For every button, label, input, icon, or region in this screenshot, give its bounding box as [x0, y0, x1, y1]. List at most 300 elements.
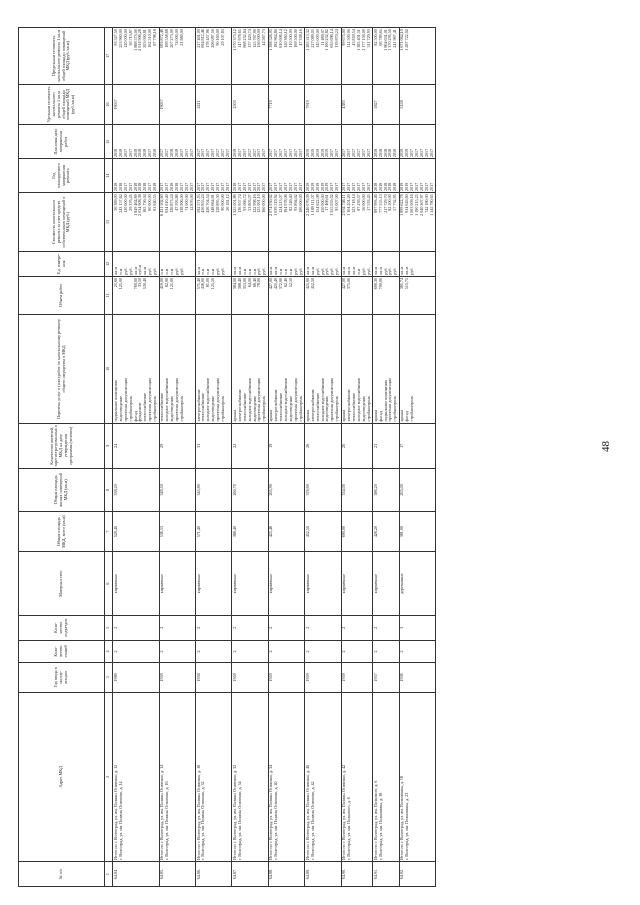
volume-cell-line: 427,00	[341, 277, 347, 290]
unit-cell-line: руб.	[292, 267, 298, 275]
limit-cost-cell-line: 21 880,00	[178, 29, 184, 46]
year-plan-cell	[373, 159, 400, 193]
works-cell-line: проектная документация	[387, 378, 393, 422]
volume-cell-line: 436,00	[200, 277, 206, 290]
year-plan-cell-line: 2017	[215, 182, 221, 191]
unit-cost-cell: 7719	[268, 84, 304, 125]
year-plan-cell-line: 2018	[132, 182, 138, 191]
year-plan-cell-line: 2017	[419, 182, 425, 191]
entrances-cell: 2	[373, 615, 400, 640]
year-plan-cell-line: 2017	[220, 182, 226, 191]
cost-cell-line: 1 104 201,26	[346, 194, 352, 216]
column-header: Удельная стоимость капитального ремонта 1 кв.м общей площади помещений МКД (руб./кв.м)	[19, 84, 105, 125]
year-plan-cell-line: 2019	[304, 182, 310, 191]
cost-cell-line: 154 622,08	[314, 194, 320, 213]
works-cell-line: фасад	[377, 411, 383, 422]
unit-cost-cell: 7919	[305, 84, 341, 125]
volume-cell-line: 425,40	[273, 277, 279, 290]
unit-cell-line: п.м	[117, 268, 123, 275]
works-cell-line: теплоснабжение	[314, 392, 320, 422]
year-plan-cell-line: 2017	[183, 182, 189, 191]
date-plan-cell-line: 2017	[164, 148, 170, 158]
unit-cell-line: кв.м	[273, 267, 279, 275]
date-plan-cell-line: 2017	[147, 148, 153, 158]
works-cell-line: теплоснабжение	[278, 392, 284, 422]
year-cell: 1959	[159, 663, 195, 692]
unit-cell-line: руб.	[360, 267, 366, 275]
residents-cell: 24	[113, 423, 159, 468]
column-number: 5	[105, 615, 113, 640]
address-cell	[113, 692, 159, 862]
address-line: г. Волгоград, ул. им. Полковника, д. 18	[377, 792, 383, 860]
unit-cell-line: кв.м	[232, 267, 238, 275]
cost-cell	[159, 193, 195, 252]
year-plan-cell-line: 2017	[273, 182, 279, 191]
cost-cell-line: 138 906,00	[178, 194, 184, 213]
works-cell	[399, 315, 435, 424]
cost-cell-line: 1 145 780,65	[428, 194, 434, 216]
limit-cost-cell	[268, 28, 304, 85]
cost-cell-line: 2 034 908,38	[137, 194, 143, 216]
year-plan-cell-line: 2017	[210, 182, 216, 191]
limit-cost-cell-line: 120 000,00	[122, 29, 128, 48]
limit-cost-cell-line: 694 812,46	[200, 29, 206, 48]
residents-cell: 26	[305, 423, 341, 468]
limit-cost-cell-line: 47 338,16	[297, 29, 303, 46]
date-plan-cell-line: 2018	[392, 148, 398, 158]
date-plan-cell-line: 2017	[188, 148, 194, 158]
date-plan-cell	[113, 125, 159, 159]
unit-cell-line: кв.м	[377, 267, 383, 275]
year-plan-cell-line: 2017	[278, 182, 284, 191]
unit-cell	[305, 251, 341, 276]
volume-cell-line	[262, 278, 267, 313]
cost-cell-line: 914 643,60	[404, 194, 410, 213]
works-cell-line: стройконтроль	[178, 395, 184, 422]
material-cell: кирпичные	[305, 552, 341, 615]
cost-cell-line: 1 325 001,86	[232, 194, 238, 216]
works-cell-line: проектная документация	[122, 378, 128, 422]
date-plan-cell-line: 2017	[220, 148, 226, 158]
cost-cell-line: 26 181,12	[224, 194, 230, 211]
volume-cell-line: 81,00	[205, 277, 211, 288]
date-plan-cell-line: 2017	[419, 148, 425, 158]
row-number: 64.87.	[232, 862, 268, 887]
year-plan-cell-line: 2017	[409, 182, 415, 191]
works-cell-line: теплоснабжение	[241, 392, 247, 422]
cost-cell-line: 2 040 307,97	[419, 194, 425, 216]
date-plan-cell-line: 2018	[382, 148, 388, 158]
unit-cell-line: руб.	[152, 267, 158, 275]
cost-cell-line: 124 213,07	[278, 194, 284, 213]
volume-cell-line: 353,00	[241, 277, 247, 290]
page-number: 48	[600, 441, 612, 452]
works-cell-line: стройконтроль	[261, 395, 267, 422]
volume-cell-line: 388,40	[236, 277, 242, 290]
area-total-cell: 425,46	[268, 511, 304, 552]
volume-cell-line: 33,50	[137, 277, 143, 288]
year-cell: 1989	[113, 663, 159, 692]
year-plan-cell-line: 2017	[329, 182, 335, 191]
unit-cell-line: п.м	[283, 268, 289, 275]
floors-cell: 2	[305, 640, 341, 663]
year-plan-cell-line: 2018	[112, 182, 118, 191]
entrances-cell: 2	[196, 615, 232, 640]
address-line: г. Волгоград, ул. им. Полины Осипенко, д. 40	[273, 781, 279, 860]
limit-cost-cell-line: 668 232,84	[241, 29, 247, 48]
limit-cost-cell-line: 253 960,00	[117, 29, 123, 48]
limit-cost-cell-line: 1 100 232,82	[324, 29, 330, 51]
column-number: 2	[105, 692, 113, 862]
address-line: Итого по г. Волгоград, ул. им. Полины Осипенко, д. 42	[341, 764, 347, 860]
year-plan-cell	[196, 159, 232, 193]
volume-cell-line: 427,00	[268, 277, 274, 290]
year-plan-cell-line: 2017	[159, 182, 165, 191]
cost-cell-line: 95 007,00	[334, 194, 340, 211]
limit-cost-cell-line: 66 789,65	[377, 29, 383, 46]
limit-cost-cell-line: 1 671 062,10	[399, 29, 405, 51]
cost-cell-line: 60 000,00	[147, 194, 153, 211]
cost-cell-line: 634 610,40	[164, 194, 170, 213]
volume-cell-line: 571,40	[195, 277, 201, 290]
unit-cell-line: п.м	[200, 268, 206, 275]
unit-cell-line: п.м	[251, 268, 257, 275]
works-cell-line: водоотведение	[288, 395, 293, 422]
date-plan-cell-line: 2017	[273, 148, 279, 158]
works-cell	[373, 315, 400, 424]
works-cell-line: крыша	[372, 409, 378, 422]
unit-cell-line: руб.	[261, 267, 267, 275]
limit-cost-cell-line: 56 713,87	[127, 29, 133, 46]
date-plan-cell-line: 2017	[261, 148, 267, 158]
date-plan-cell	[159, 125, 195, 159]
residents-cell: 29	[159, 423, 195, 468]
rotated-table-container	[18, 27, 622, 887]
column-number: 15	[105, 125, 113, 159]
date-plan-cell-line: 2017	[283, 148, 289, 158]
limit-cost-cell-line: 169 500,00	[292, 29, 298, 48]
volume-cell-line: 515,75	[404, 277, 410, 290]
material-cell: кирпичные	[196, 552, 232, 615]
row-number: 64.88.	[268, 862, 304, 887]
year-plan-cell	[268, 159, 304, 193]
volume-cell-line: 425,00	[304, 277, 310, 290]
volume-cell-line	[335, 278, 340, 313]
unit-cell	[399, 251, 435, 276]
column-number: 8	[105, 468, 113, 511]
address-cell	[268, 692, 304, 862]
limit-cost-cell-line: 43 859,54	[351, 29, 357, 46]
cost-cell-line: 165 736,04	[142, 194, 148, 213]
limit-cost-cell-line: 1 398 526,05	[268, 29, 274, 51]
unit-cell	[373, 251, 400, 276]
works-cell-line: водоотведение	[210, 395, 216, 422]
entrances-cell: 2	[268, 615, 304, 640]
unit-cell-line: куб.м	[137, 264, 143, 275]
floors-cell: 2	[159, 640, 195, 663]
address-line: Итого по г. Волгоград, ул. им. Полины Осипенко, д. 34	[268, 764, 274, 860]
date-plan-cell-line: 2019	[309, 148, 315, 158]
floors-cell: 2	[113, 640, 159, 663]
address-line: Итого по г. Волгоград, ул. им. Полины Осипенко, д. 14	[159, 764, 165, 860]
year-plan-cell-line: 2017	[127, 182, 133, 191]
limit-cost-cell	[232, 28, 268, 85]
unit-cell-line: руб.	[319, 267, 325, 275]
cost-cell	[341, 193, 373, 252]
limit-cost-cell-line: 1 265 313,32	[304, 29, 310, 51]
unit-cell-line: кв.м	[112, 267, 118, 275]
cost-cell-line: 56 389,00	[112, 194, 118, 211]
date-plan-cell-line: 2017	[409, 148, 415, 158]
date-plan-cell	[232, 125, 268, 159]
works-cell-line: холодное водоснабжение	[319, 377, 325, 422]
unit-cell-line: п.м	[278, 268, 284, 275]
volume-cell-line: 125,50	[210, 277, 216, 290]
date-plan-cell-line: 2017	[205, 148, 211, 158]
unit-cell-line: п.м	[159, 268, 165, 275]
year-plan-cell-line: 2017	[256, 182, 262, 191]
year-plan-cell-line: 2019	[324, 182, 330, 191]
column-header: Коли-чество этажей	[19, 640, 105, 663]
table-row	[232, 28, 268, 887]
unit-cell-line: кв.м	[346, 267, 352, 275]
cost-cell-line: 90 000,00	[220, 194, 226, 211]
limit-cost-cell-line: 2 014 906,28	[137, 29, 143, 51]
unit-cell-line: руб.	[147, 267, 153, 275]
area-living-cell: 260,70	[232, 468, 268, 511]
residents-cell: 31	[196, 423, 232, 468]
table-row	[159, 28, 195, 887]
address-line: Итого по г. Волгоград, ул. им. Полины Осипенко, д. 16	[195, 764, 201, 860]
volume-cell-line: 64,00	[246, 277, 252, 288]
year-plan-cell-line: 2017	[351, 182, 357, 191]
year-plan-cell-line: 2018	[142, 182, 148, 191]
year-plan-cell-line: 2017	[205, 182, 211, 191]
date-plan-cell-line: 2017	[159, 148, 165, 158]
material-cell: деревянные	[399, 552, 435, 615]
date-plan-cell-line: 2018	[137, 148, 143, 158]
limit-cost-cell-line: 610 606,14	[278, 29, 284, 48]
date-plan-cell	[305, 125, 341, 159]
unit-cell-line: п.м	[246, 268, 252, 275]
unit-cell-line: руб.	[173, 267, 179, 275]
cost-cell-line: 456 704,54	[205, 194, 211, 213]
year-plan-cell-line: 2017	[297, 182, 303, 191]
year-plan-cell-line: 2019	[309, 182, 315, 191]
date-plan-cell-line: 2017	[246, 148, 252, 158]
entrances-cell: 2	[159, 615, 195, 640]
date-plan-cell-line: 2019	[404, 148, 410, 158]
limit-cost-cell	[113, 28, 159, 85]
limit-cost-cell-line: 217 401,09	[195, 29, 201, 48]
works-cell-line: холодное водоснабжение	[164, 377, 170, 422]
year-cell: 1959	[305, 663, 341, 692]
year-plan-cell-line: 2017	[261, 182, 267, 191]
limit-cost-cell-line: 1 864 631,01	[382, 29, 388, 51]
cost-cell	[305, 193, 341, 252]
entrances-cell: 2	[305, 615, 341, 640]
unit-cost-cell: 19057	[113, 84, 159, 125]
date-plan-cell-line: 2017	[334, 148, 340, 158]
works-cell-line: водоотведение	[324, 395, 330, 422]
works-cell-line: проектная документация	[292, 378, 298, 422]
address-line: Итого по г. Волгоград, ул. им. Полины Осипенко, д. 32	[232, 764, 238, 860]
date-plan-cell-line: 2018	[173, 148, 179, 158]
date-plan-cell-line: 2017	[236, 148, 242, 158]
date-plan-cell-line: 2017	[292, 148, 298, 158]
cost-cell	[232, 193, 268, 252]
area-total-cell: 452,50	[305, 511, 341, 552]
cost-cell-line: 243 157,62	[117, 194, 123, 213]
year-plan-cell-line: 2018	[117, 182, 123, 191]
works-cell-line: проектная документация	[329, 378, 335, 422]
volume-cell	[373, 276, 400, 314]
year-plan-cell-line: 2017	[346, 182, 352, 191]
works-cell-line: крыша	[341, 409, 347, 422]
row-number: 64.86.	[196, 862, 232, 887]
limit-cost-cell-line: 125 767,90	[251, 29, 257, 48]
year-plan-cell-line: 2017	[241, 182, 247, 191]
unit-cell-line: руб.	[215, 267, 221, 275]
year-plan-cell-line: 2018	[152, 182, 158, 191]
works-cell-line: холодное водоснабжение	[355, 377, 361, 422]
cost-cell-line: 1 355 055,02	[329, 194, 335, 216]
year-plan-cell-line: 2019	[314, 182, 320, 191]
material-cell: кирпичные	[159, 552, 195, 615]
works-cell-line: электроснабжение	[309, 389, 315, 422]
date-plan-cell-line: 2017	[251, 148, 257, 158]
column-number: 11	[105, 276, 113, 314]
residents-cell: 20	[341, 423, 373, 468]
date-plan-cell-line: 2017	[355, 148, 361, 158]
unit-cell-line: кв.м	[399, 267, 405, 275]
limit-cost-cell-line: 162 510,00	[147, 29, 153, 48]
limit-cost-cell-line: 1 385 401,51	[355, 29, 361, 51]
cost-cell-line: 136 957,74	[236, 194, 242, 213]
unit-cell-line: руб.	[392, 267, 398, 275]
year-cell: 1957	[373, 663, 400, 692]
unit-cell-line: кв.м	[372, 267, 378, 275]
address-line: Итого по г. Волгоград, ул. им. Полковника, д. 18	[399, 776, 405, 860]
column-number: 9	[105, 423, 113, 468]
row-number: 64.91.	[373, 862, 400, 887]
volume-cell	[196, 276, 232, 314]
works-cell-line: проектная документация	[147, 378, 153, 422]
year-plan-cell	[341, 159, 373, 193]
address-line: Итого по г. Волгоград, ул. им. Полкового, д. 6	[372, 780, 378, 860]
volume-cell-line: 384,00	[232, 277, 238, 290]
entrances-cell: 2	[113, 615, 159, 640]
unit-cell-line: кв.м	[341, 267, 347, 275]
cost-cell-line: 82 549,40	[288, 194, 293, 211]
limit-cost-cell-line: 182 964,80	[273, 29, 279, 48]
volume-cell-line	[367, 278, 372, 313]
cost-cell	[373, 193, 400, 252]
date-plan-cell-line: 2018	[232, 148, 238, 158]
year-plan-cell-line: 2017	[360, 182, 366, 191]
works-cell-line: стройконтроль	[365, 395, 371, 422]
area-total-cell: 536,53	[159, 511, 195, 552]
date-plan-cell-line: 2017	[297, 148, 303, 158]
year-cell: 1936	[399, 663, 435, 692]
date-plan-cell-line: 2017	[122, 148, 128, 158]
volume-cell	[268, 276, 304, 314]
column-number: 10	[105, 315, 113, 424]
works-cell-line: стройконтроль	[334, 395, 340, 422]
limit-cost-cell-line: 90 160,00	[215, 29, 221, 46]
unit-cell	[341, 251, 373, 276]
table-row	[373, 28, 400, 887]
cost-cell-line: 217 729,70	[382, 194, 388, 213]
cost-cell-line: 2 074 030,62	[268, 194, 274, 216]
year-plan-cell-line: 2017	[288, 182, 293, 191]
works-cell-line: водоотведение	[251, 395, 257, 422]
date-plan-cell-line: 2017	[365, 148, 371, 158]
date-plan-cell-line: 2018	[168, 148, 174, 158]
limit-cost-cell-line: 11 469,07	[319, 29, 325, 46]
works-cell-line: водоотведение	[168, 395, 174, 422]
works-cell-line: фундамент	[137, 402, 143, 422]
unit-cost-cell: 5158	[399, 84, 435, 125]
year-plan-cell	[232, 159, 268, 193]
works-cell-line: холодное водоснабжение	[283, 377, 289, 422]
unit-cell-line: п.м	[164, 268, 170, 275]
unit-cell-line: руб.	[365, 267, 371, 275]
limit-cost-cell-line: 110 500,00	[288, 29, 293, 48]
volume-cell	[113, 276, 159, 314]
volume-cell-line	[410, 278, 415, 313]
unit-cell-line: руб.	[324, 267, 330, 275]
cost-cell-line: 17 533,45	[365, 194, 371, 211]
limit-cost-cell-line: 29 107,83	[220, 29, 226, 46]
area-living-cell: 345,80	[196, 468, 232, 511]
limit-cost-cell-line: 1 177 156,00	[360, 29, 366, 51]
unit-cost-cell: 4383	[341, 84, 373, 125]
cost-cell-line: 123 718,14	[351, 194, 357, 213]
date-plan-cell	[196, 125, 232, 159]
works-cell-line: холодное водоснабжение	[205, 377, 211, 422]
cost-cell-line: 6 431 502,60	[159, 194, 165, 216]
date-plan-cell-line: 2017	[195, 148, 201, 158]
unit-cell	[232, 251, 268, 276]
date-plan-cell-line: 2018	[377, 148, 383, 158]
cost-cell	[196, 193, 232, 252]
year-plan-cell-line: 2017	[178, 182, 184, 191]
cost-cell-line: 777 555,13	[377, 194, 383, 213]
address-line: г. Волгоград, ул. им. Полины Осипенко, д. 42	[309, 781, 315, 860]
works-cell	[232, 315, 268, 424]
date-plan-cell-line: 2017	[278, 148, 284, 158]
volume-cell	[305, 276, 341, 314]
unit-cell-line: кв.м	[404, 267, 410, 275]
year-plan-cell-line: 2017	[414, 182, 420, 191]
material-cell: кирпичные	[232, 552, 268, 615]
date-plan-cell-line: 2017	[268, 148, 274, 158]
limit-cost-cell-line: 139 870,24	[334, 29, 340, 48]
works-cell-line: электроснабжение	[236, 389, 242, 422]
area-living-cell: 265,90	[268, 468, 304, 511]
works-cell-line: проектная документация	[215, 378, 221, 422]
date-plan-cell-line: 2017	[360, 148, 366, 158]
cost-cell-line: 12 876,00	[188, 194, 194, 211]
cost-cell-line: 138 895,30	[215, 194, 221, 213]
unit-cell-line: руб.	[334, 267, 340, 275]
entrances-cell: 2	[341, 615, 373, 640]
date-plan-cell-line: 2017	[423, 148, 429, 158]
volume-cell-line	[221, 278, 226, 313]
volume-cell-line: 375,00	[346, 277, 352, 290]
address-line: Итого по г. Волгоград, ул. им. Полины Осипенко, д. 40	[304, 764, 310, 860]
